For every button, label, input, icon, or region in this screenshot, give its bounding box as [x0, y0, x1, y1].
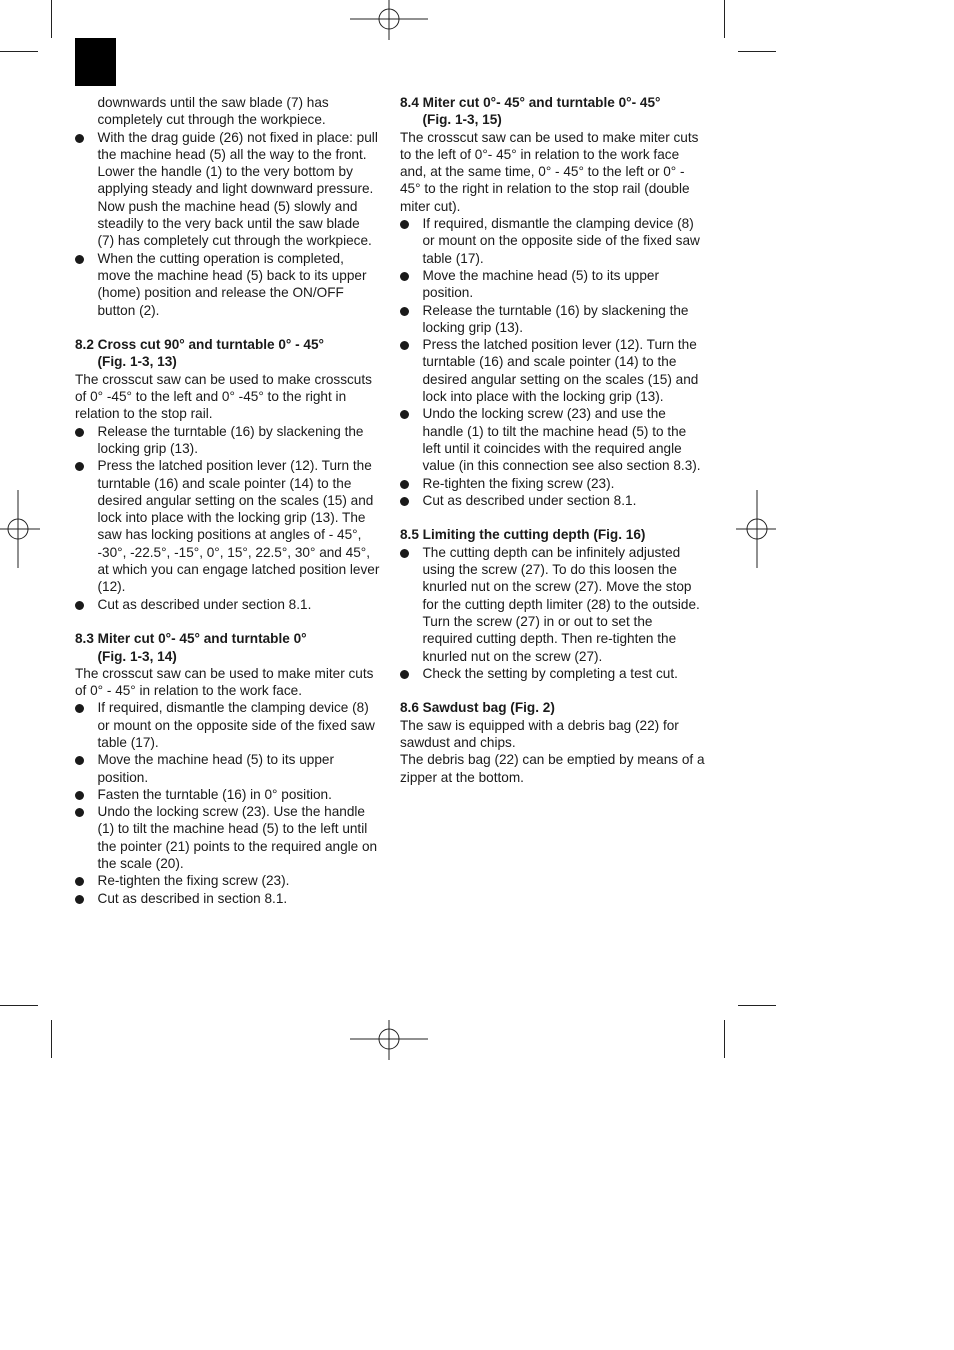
right-column	[400, 94, 705, 786]
language-tab-marker	[75, 38, 116, 86]
bullet-icon	[75, 756, 84, 765]
section-heading-8-2: 8.2 Cross cut 90° and turntable 0° - 45° (Fig. 1-3, 13)	[75, 337, 324, 370]
registration-mark-right	[736, 490, 776, 568]
list-item: Release the turntable (16) by slackening the locking grip (13).	[75, 423, 380, 458]
list-item: With the drag guide (26) not fixed in place: pull the machine head (5) all the way to the front. Lower the handle (1) to the very bottom by applying steady and light downward pressure. Now push the machine head (5) slowly and steadily to the very back until the saw blade (7) has completely cut through the workpiece.	[75, 129, 380, 250]
list-item: Cut as described in section 8.1.	[75, 890, 380, 907]
bullet-list	[75, 699, 380, 907]
bullet-icon	[75, 877, 84, 886]
section-heading-8-4: 8.4 Miter cut 0°- 45° and turntable 0°- 45° (Fig. 1-3, 15)	[400, 95, 661, 128]
list-item: Press the latched position lever (12). Turn the turntable (16) and scale pointer (14) to the desired angular setting on the scales (15) and lock into place with the locking grip (13). The saw has locking positions at angles of - 45°, -30°, -22.5°, -15°, 0°, 15°, 22.5°, 30° and 45°, at which you can engage latched position lever (12).	[75, 457, 380, 595]
bullet-icon	[400, 480, 409, 489]
list-item: Undo the locking screw (23). Use the handle (1) to tilt the machine head (5) to the left until the pointer (21) points to the required angle on the scale (20).	[75, 803, 380, 872]
registration-mark-left	[0, 490, 40, 568]
list-item: If required, dismantle the clamping device (8) or mount on the opposite side of the fixed saw table (17).	[400, 215, 705, 267]
bullet-icon	[400, 272, 409, 281]
section-heading-8-5: 8.5 Limiting the cutting depth (Fig. 16)	[400, 527, 646, 543]
list-item: If required, dismantle the clamping device (8) or mount on the opposite side of the fixed saw table (17).	[75, 699, 380, 751]
section-intro: The crosscut saw can be used to make crosscuts of 0° -45° to the left and 0° -45° to the right in relation to the stop rail.	[75, 371, 372, 422]
bullet-icon	[400, 410, 409, 419]
bullet-icon	[400, 497, 409, 506]
bullet-icon	[75, 895, 84, 904]
crop-mark	[51, 0, 52, 38]
bullet-icon	[75, 704, 84, 713]
bullet-icon	[75, 462, 84, 471]
crop-mark	[724, 1020, 725, 1058]
bullet-list	[400, 544, 705, 682]
list-item: When the cutting operation is completed, move the machine head (5) back to its upper (home) position and release the ON/OFF button (2).	[75, 250, 380, 319]
crop-mark	[738, 51, 776, 52]
crop-mark	[0, 51, 38, 52]
list-item: The cutting depth can be infinitely adjusted using the screw (27). To do this loosen the knurled nut on the screw (27). Move the stop for the cutting depth limiter (28) to the outside. Turn the screw (27) in or out to set the required cutting depth. Then re-tighten the knurled nut on the screw (27).	[400, 544, 705, 665]
left-column	[75, 94, 380, 907]
list-item: Release the turntable (16) by slackening the locking grip (13).	[400, 302, 705, 337]
bullet-icon	[75, 601, 84, 610]
crop-mark	[724, 0, 725, 38]
registration-mark-top	[350, 0, 428, 40]
bullet-icon	[75, 791, 84, 800]
list-item: Move the machine head (5) to its upper position.	[75, 751, 380, 786]
bullet-icon	[75, 808, 84, 817]
crop-mark	[51, 1020, 52, 1058]
bullet-icon	[75, 255, 84, 264]
crop-mark	[0, 1005, 38, 1006]
bullet-icon	[75, 428, 84, 437]
section-intro: The crosscut saw can be used to make miter cuts of 0° - 45° in relation to the work face.	[75, 665, 374, 699]
paragraph: The debris bag (22) can be emptied by means of a zipper at the bottom.	[400, 752, 705, 785]
list-item: Cut as described under section 8.1.	[75, 596, 380, 613]
crop-mark	[738, 1005, 776, 1006]
list-item: Re-tighten the fixing screw (23).	[400, 475, 705, 492]
bullet-icon	[400, 549, 409, 558]
registration-mark-bottom	[350, 1020, 428, 1060]
bullet-icon	[75, 134, 84, 143]
list-item: Press the latched position lever (12). Turn the turntable (16) and scale pointer (14) to the desired angular setting on the scales (15) and lock into place with the locking grip (13).	[400, 336, 705, 405]
list-item: Undo the locking screw (23) and use the handle (1) to tilt the machine head (5) to the left until it coincides with the required angle value (in this connection see also section 8.3).	[400, 405, 705, 474]
bullet-icon	[400, 220, 409, 229]
section-heading-8-6: 8.6 Sawdust bag (Fig. 2)	[400, 700, 555, 716]
list-item: Re-tighten the fixing screw (23).	[75, 872, 380, 889]
bullet-icon	[400, 670, 409, 679]
continued-text: downwards until the saw blade (7) has completely cut through the workpiece.	[97, 95, 329, 128]
bullet-list	[75, 129, 380, 319]
bullet-list	[400, 215, 705, 509]
section-heading-8-3: 8.3 Miter cut 0°- 45° and turntable 0° (Fig. 1-3, 14)	[75, 631, 307, 664]
section-intro: The crosscut saw can be used to make miter cuts to the left of 0°- 45° in relation to the work face and, at the same time, 0° - 45° to the left or 0° - 45° to the right in relation to the stop rail (double miter cut).	[400, 129, 699, 214]
list-item: Fasten the turntable (16) in 0° position.	[75, 786, 380, 803]
bullet-icon	[400, 341, 409, 350]
list-item: Cut as described under section 8.1.	[400, 492, 705, 509]
bullet-list	[75, 423, 380, 613]
bullet-icon	[400, 307, 409, 316]
paragraph: The saw is equipped with a debris bag (22) for sawdust and chips.	[400, 717, 679, 750]
list-item: Check the setting by completing a test cut.	[400, 665, 705, 682]
list-item: Move the machine head (5) to its upper position.	[400, 267, 705, 302]
